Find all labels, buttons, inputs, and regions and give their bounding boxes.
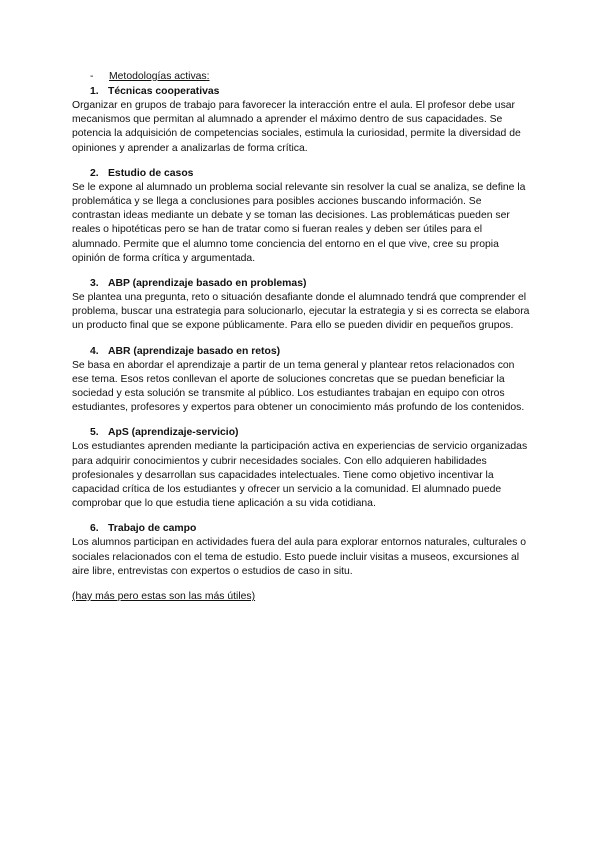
section-title: Técnicas cooperativas <box>108 86 220 97</box>
section-abp <box>72 277 532 334</box>
intro-label: Metodologías activas: <box>109 71 210 82</box>
section-paragraph: Se le expone al alumnado un problema social relevante sin resolver la cual se analiza, se define la problemática y se llega a conclusiones para posibles acciones buscando información. Se contrastan ideas mediante un debate y se toman las decisiones. Las problemáticas pueden ser reales o hipotéticas pero se han de tratar como si fueran reales y deben ser útiles para el alumnado. Permite que el alumno tome conciencia del entorno en el que vive, cree su propia opinión de forma crítica y argumentada. <box>72 181 526 264</box>
section-heading <box>72 167 532 181</box>
section-paragraph: Organizar en grupos de trabajo para favorecer la interacción entre el aula. El profesor debe usar mecanismos que permitan al alumnado a aprender el máximo dentro de sus capacidades. Se potencia la adquisición de competencias sociales, estimula la curiosidad, permite la diversidad de opiniones y aprender a analizarlas de forma crítica. <box>72 100 521 154</box>
section-heading <box>72 426 532 440</box>
section-paragraph: Los estudiantes aprenden mediante la participación activa en experiencias de servicio organizadas para adquirir conocimientos y cubrir necesidades sociales. Con ello adquieren habilidades profesionales y desarrollan sus capacidades intelectuales. Tiene como objetivo incentivar la capacidad crítica de los estudiantes y ofrecer un servicio a la comunidad. El alumnado puede comprobar que lo que estudia tiene aplicación a su vida cotidiana. <box>72 441 528 510</box>
document-page <box>72 70 532 604</box>
section-heading <box>72 277 532 291</box>
section-number: 5. <box>90 427 99 439</box>
section-title: ApS (aprendizaje-servicio) <box>108 427 239 439</box>
section-abr <box>72 345 532 416</box>
section-paragraph: Los alumnos participan en actividades fuera del aula para explorar entornos naturales, culturales o sociales relacionados con el tema de estudio. Esto puede incluir visitas a museos, excursiones al aire libre, entrevistas con expertos o estudios de caso in situ. <box>72 537 526 577</box>
section-tecnicas-cooperativas <box>72 85 532 156</box>
section-number: 4. <box>90 345 99 357</box>
section-number: 6. <box>90 523 99 535</box>
intro-bullet <box>72 70 532 85</box>
section-number: 1. <box>90 86 99 97</box>
bullet-dash: - <box>90 71 94 82</box>
section-number: 2. <box>90 167 99 179</box>
section-aps <box>72 426 532 511</box>
section-title: Trabajo de campo <box>108 523 197 535</box>
section-heading <box>72 345 532 359</box>
section-title: ABR (aprendizaje basado en retos) <box>108 345 281 357</box>
section-heading <box>72 522 532 536</box>
footer-note: (hay más pero estas son las más útiles) <box>72 591 256 603</box>
section-title: Estudio de casos <box>108 167 194 179</box>
section-heading <box>72 85 532 99</box>
section-title: ABP (aprendizaje basado en problemas) <box>108 278 307 290</box>
section-paragraph: Se basa en abordar el aprendizaje a partir de un tema general y plantear retos relacionados con ese tema. Esos retos conllevan el aporte de soluciones concretas que se puedan beneficiar la sociedad y esta solución se transmite al público. Los estudiantes trabajan en equipo con otros estudiantes, profesores y expertos para obtener un conocimiento más profundo de los contenidos. <box>72 359 525 414</box>
section-estudio-de-casos <box>72 167 532 266</box>
section-paragraph: Se plantea una pregunta, reto o situación desafiante donde el alumnado tendrá que comprender el problema, buscar una estrategia para solucionarlo, ejecutar la estrategia y si es correcta se elabora un producto final que se expone públicamente. Para ello se pueden dividir en pequeños grupos. <box>72 292 530 332</box>
section-trabajo-de-campo <box>72 522 532 579</box>
section-number: 3. <box>90 278 99 290</box>
